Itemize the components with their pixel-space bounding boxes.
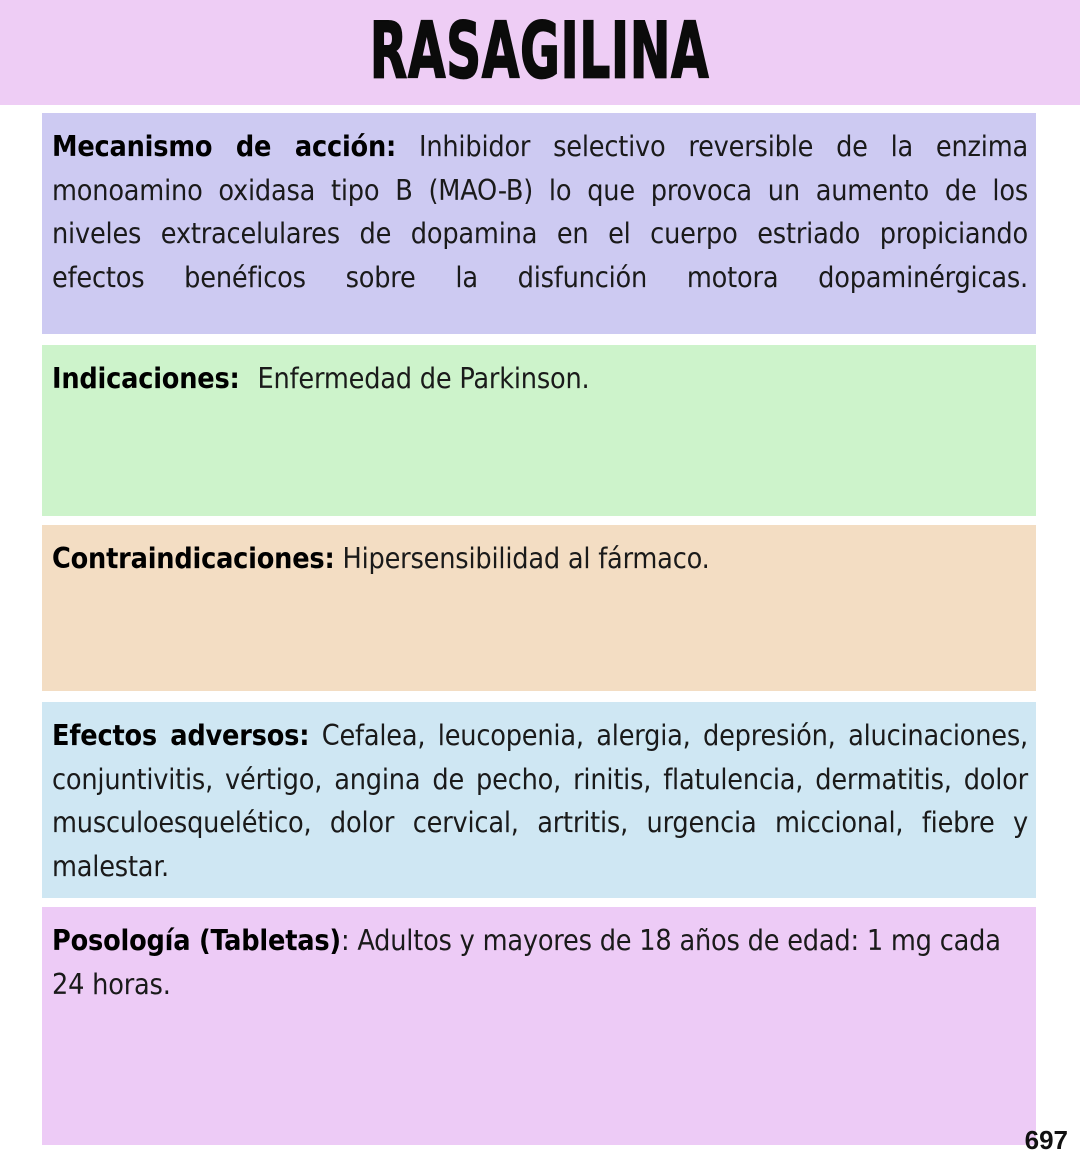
section-efectos-adversos xyxy=(42,702,1036,898)
section-label: Posología (Tabletas) xyxy=(52,924,341,957)
section-paragraph xyxy=(52,357,1028,401)
section-paragraph xyxy=(52,714,1028,932)
section-body: Enfermedad de Parkinson. xyxy=(257,362,590,395)
section-paragraph xyxy=(52,125,1028,343)
section-body: Cefalea, leucopenia, alergia, depresión, alucinaciones, conjuntivitis, vértigo, angina de pecho, rinitis, flatulencia, dermatitis, dolor musculoesquelético, dolor cervical, artritis, urgencia miccional, fiebre y malestar. xyxy=(52,719,1028,883)
page-title: RASAGILINA xyxy=(370,7,710,97)
section-body: Inhibidor selectivo reversible de la enzima monoamino oxidasa tipo B (MAO-B) lo que provoca un aumento de los niveles extracelulares de dopamina en el cuerpo estriado propiciando efectos benéficos sobre la disfunción motora dopaminérgicas. xyxy=(52,130,1028,294)
section-mecanismo-de-accion xyxy=(42,113,1036,334)
section-contraindicaciones xyxy=(42,525,1036,691)
section-body: : Adultos y mayores de 18 años de edad: 1 mg cada 24 horas. xyxy=(52,924,1001,1001)
section-body: Hipersensibilidad al fármaco. xyxy=(342,542,710,575)
section-label: Contraindicaciones: xyxy=(52,542,335,575)
section-paragraph xyxy=(52,537,1028,581)
section-label: Indicaciones: xyxy=(52,362,240,395)
section-label: Efectos adversos: xyxy=(52,719,310,752)
title-band xyxy=(0,0,1080,105)
section-posologia xyxy=(42,907,1036,1145)
section-label: Mecanismo de acción: xyxy=(52,130,397,163)
page-number: 697 xyxy=(1024,1125,1068,1155)
section-indicaciones xyxy=(42,345,1036,516)
section-paragraph xyxy=(52,919,1028,1006)
